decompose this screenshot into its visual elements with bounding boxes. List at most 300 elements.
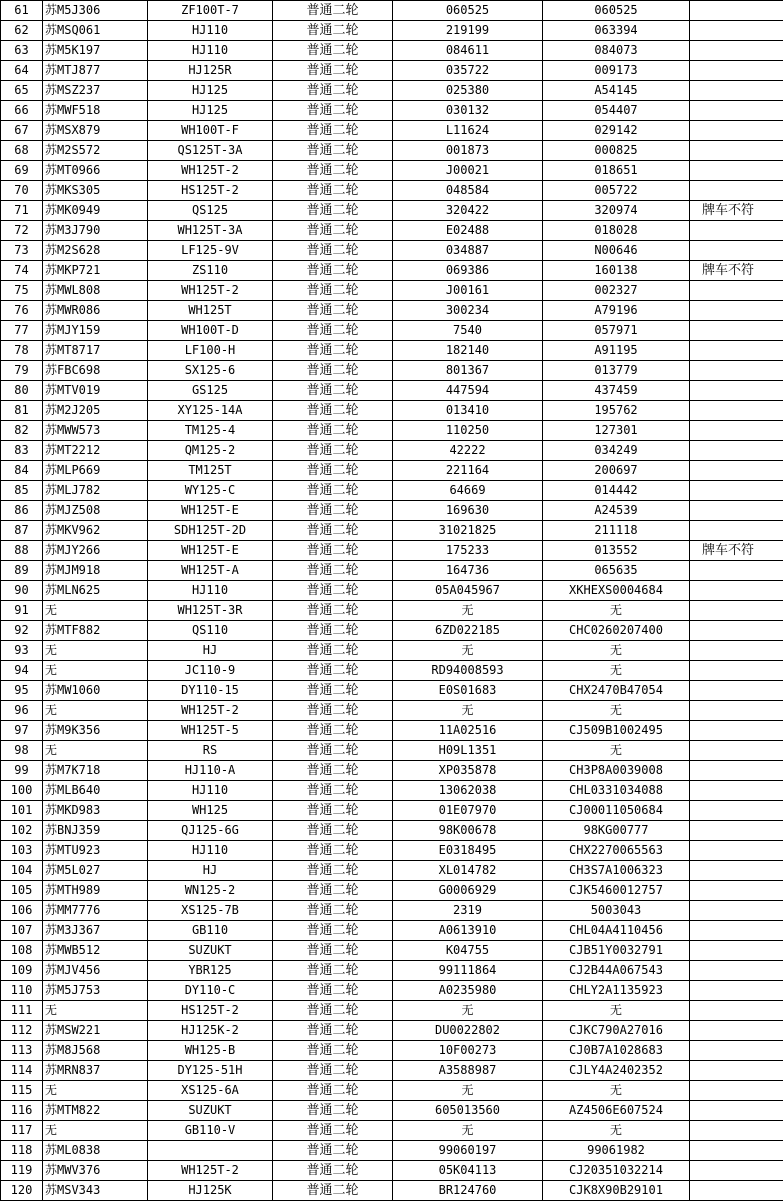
- engine-number-cell: 320422: [393, 201, 543, 221]
- table-row: [1, 161, 783, 181]
- frame-number-cell: 002327: [543, 281, 690, 301]
- engine-number-cell: G0006929: [393, 881, 543, 901]
- vehicle-type-cell: 普通二轮: [273, 501, 393, 521]
- remark-cell: [690, 61, 783, 81]
- frame-number-cell: CHC0260207400: [543, 621, 690, 641]
- remark-cell: [690, 921, 783, 941]
- model-cell: HJ110: [148, 841, 273, 861]
- remark-cell: [690, 281, 783, 301]
- table-row: [1, 761, 783, 781]
- remark-cell: [690, 361, 783, 381]
- model-cell: HJ125R: [148, 61, 273, 81]
- table-row: [1, 1141, 783, 1161]
- table-row: [1, 601, 783, 621]
- table-row: [1, 941, 783, 961]
- frame-number-cell: 034249: [543, 441, 690, 461]
- remark-cell: [690, 761, 783, 781]
- vehicle-type-cell: 普通二轮: [273, 201, 393, 221]
- engine-number-cell: 060525: [393, 1, 543, 21]
- plate-cell: 苏M9K356: [43, 721, 148, 741]
- engine-number-cell: 110250: [393, 421, 543, 441]
- vehicle-type-cell: 普通二轮: [273, 401, 393, 421]
- engine-number-cell: 无: [393, 1081, 543, 1101]
- engine-number-cell: 01E07970: [393, 801, 543, 821]
- table-row: [1, 821, 783, 841]
- row-number-cell: 99: [1, 761, 43, 781]
- remark-cell: [690, 681, 783, 701]
- vehicle-type-cell: 普通二轮: [273, 261, 393, 281]
- vehicle-type-cell: 普通二轮: [273, 921, 393, 941]
- vehicle-type-cell: 普通二轮: [273, 821, 393, 841]
- plate-cell: 苏M2S572: [43, 141, 148, 161]
- plate-cell: 无: [43, 601, 148, 621]
- row-number-cell: 96: [1, 701, 43, 721]
- engine-number-cell: A0613910: [393, 921, 543, 941]
- model-cell: QM125-2: [148, 441, 273, 461]
- model-cell: HS125T-2: [148, 1001, 273, 1021]
- engine-number-cell: 13062038: [393, 781, 543, 801]
- model-cell: WN125-2: [148, 881, 273, 901]
- row-number-cell: 73: [1, 241, 43, 261]
- engine-number-cell: 001873: [393, 141, 543, 161]
- row-number-cell: 62: [1, 21, 43, 41]
- model-cell: HJ110: [148, 21, 273, 41]
- remark-cell: [690, 781, 783, 801]
- frame-number-cell: 98KG00777: [543, 821, 690, 841]
- remark-cell: [690, 461, 783, 481]
- remark-cell: [690, 801, 783, 821]
- table-row: [1, 1121, 783, 1141]
- row-number-cell: 104: [1, 861, 43, 881]
- table-row: [1, 1061, 783, 1081]
- plate-cell: 苏BNJ359: [43, 821, 148, 841]
- remark-cell: [690, 941, 783, 961]
- plate-cell: 苏MTJ877: [43, 61, 148, 81]
- vehicle-type-cell: 普通二轮: [273, 981, 393, 1001]
- remark-cell: [690, 1041, 783, 1061]
- table-row: [1, 361, 783, 381]
- engine-number-cell: J00161: [393, 281, 543, 301]
- row-number-cell: 88: [1, 541, 43, 561]
- row-number-cell: 76: [1, 301, 43, 321]
- model-cell: WH125: [148, 801, 273, 821]
- engine-number-cell: A3588987: [393, 1061, 543, 1081]
- remark-cell: [690, 41, 783, 61]
- frame-number-cell: 057971: [543, 321, 690, 341]
- engine-number-cell: 98K00678: [393, 821, 543, 841]
- frame-number-cell: CJK5460012757: [543, 881, 690, 901]
- table-row: [1, 101, 783, 121]
- vehicle-type-cell: 普通二轮: [273, 561, 393, 581]
- table-row: [1, 781, 783, 801]
- plate-cell: 苏MT8717: [43, 341, 148, 361]
- vehicle-type-cell: 普通二轮: [273, 1001, 393, 1021]
- plate-cell: 苏MWR086: [43, 301, 148, 321]
- vehicle-type-cell: 普通二轮: [273, 661, 393, 681]
- table-row: [1, 141, 783, 161]
- frame-number-cell: CHLY2A1135923: [543, 981, 690, 1001]
- model-cell: XS125-7B: [148, 901, 273, 921]
- vehicle-type-cell: 普通二轮: [273, 61, 393, 81]
- frame-number-cell: 009173: [543, 61, 690, 81]
- frame-number-cell: CHL04A4110456: [543, 921, 690, 941]
- table-row: [1, 641, 783, 661]
- remark-cell: [690, 661, 783, 681]
- frame-number-cell: N00646: [543, 241, 690, 261]
- model-cell: XY125-14A: [148, 401, 273, 421]
- table-row: [1, 81, 783, 101]
- engine-number-cell: A0235980: [393, 981, 543, 1001]
- frame-number-cell: XKHEXS0004684: [543, 581, 690, 601]
- row-number-cell: 100: [1, 781, 43, 801]
- plate-cell: 苏MWF518: [43, 101, 148, 121]
- table-row: [1, 261, 783, 281]
- table-row: [1, 701, 783, 721]
- engine-number-cell: 无: [393, 1001, 543, 1021]
- table-row: [1, 241, 783, 261]
- frame-number-cell: 无: [543, 1081, 690, 1101]
- plate-cell: 苏MTV019: [43, 381, 148, 401]
- engine-number-cell: 025380: [393, 81, 543, 101]
- plate-cell: 无: [43, 701, 148, 721]
- engine-number-cell: E0S01683: [393, 681, 543, 701]
- model-cell: WY125-C: [148, 481, 273, 501]
- table-row: [1, 281, 783, 301]
- engine-number-cell: BR124760: [393, 1181, 543, 1201]
- engine-number-cell: 2319: [393, 901, 543, 921]
- row-number-cell: 85: [1, 481, 43, 501]
- table-row: [1, 661, 783, 681]
- plate-cell: 苏MTM822: [43, 1101, 148, 1121]
- frame-number-cell: CH3S7A1006323: [543, 861, 690, 881]
- remark-cell: [690, 521, 783, 541]
- vehicle-type-cell: 普通二轮: [273, 381, 393, 401]
- remark-cell: [690, 821, 783, 841]
- plate-cell: 无: [43, 1081, 148, 1101]
- frame-number-cell: CHL0331034088: [543, 781, 690, 801]
- table-row: [1, 201, 783, 221]
- remark-cell: [690, 1, 783, 21]
- model-cell: QS110: [148, 621, 273, 641]
- plate-cell: 苏MW1060: [43, 681, 148, 701]
- plate-cell: 苏MLN625: [43, 581, 148, 601]
- plate-cell: 苏MWW573: [43, 421, 148, 441]
- remark-cell: [690, 1101, 783, 1121]
- model-cell: XS125-6A: [148, 1081, 273, 1101]
- plate-cell: 苏M5L027: [43, 861, 148, 881]
- table-row: [1, 561, 783, 581]
- row-number-cell: 110: [1, 981, 43, 1001]
- model-cell: WH100T-F: [148, 121, 273, 141]
- row-number-cell: 118: [1, 1141, 43, 1161]
- row-number-cell: 64: [1, 61, 43, 81]
- engine-number-cell: 无: [393, 1121, 543, 1141]
- model-cell: WH125T-2: [148, 701, 273, 721]
- row-number-cell: 77: [1, 321, 43, 341]
- engine-number-cell: 99060197: [393, 1141, 543, 1161]
- plate-cell: 苏MLB640: [43, 781, 148, 801]
- vehicle-type-cell: 普通二轮: [273, 961, 393, 981]
- engine-number-cell: 175233: [393, 541, 543, 561]
- row-number-cell: 101: [1, 801, 43, 821]
- row-number-cell: 87: [1, 521, 43, 541]
- remark-cell: [690, 421, 783, 441]
- engine-number-cell: 64669: [393, 481, 543, 501]
- model-cell: DY110-C: [148, 981, 273, 1001]
- model-cell: ZS110: [148, 261, 273, 281]
- model-cell: WH125T-3R: [148, 601, 273, 621]
- model-cell: TM125T: [148, 461, 273, 481]
- row-number-cell: 111: [1, 1001, 43, 1021]
- model-cell: JC110-9: [148, 661, 273, 681]
- model-cell: GB110: [148, 921, 273, 941]
- vehicle-type-cell: 普通二轮: [273, 161, 393, 181]
- remark-cell: [690, 721, 783, 741]
- remark-cell: [690, 401, 783, 421]
- model-cell: QS125T-3A: [148, 141, 273, 161]
- frame-number-cell: 013779: [543, 361, 690, 381]
- frame-number-cell: AZ4506E607524: [543, 1101, 690, 1121]
- remark-cell: [690, 81, 783, 101]
- plate-cell: 苏MRN837: [43, 1061, 148, 1081]
- row-number-cell: 113: [1, 1041, 43, 1061]
- model-cell: SDH125T-2D: [148, 521, 273, 541]
- engine-number-cell: 069386: [393, 261, 543, 281]
- remark-cell: [690, 161, 783, 181]
- table-row: [1, 521, 783, 541]
- frame-number-cell: CJ0B7A1028683: [543, 1041, 690, 1061]
- vehicle-type-cell: 普通二轮: [273, 81, 393, 101]
- plate-cell: 苏MJY266: [43, 541, 148, 561]
- row-number-cell: 91: [1, 601, 43, 621]
- frame-number-cell: 127301: [543, 421, 690, 441]
- engine-number-cell: 182140: [393, 341, 543, 361]
- vehicle-type-cell: 普通二轮: [273, 1021, 393, 1041]
- engine-number-cell: L11624: [393, 121, 543, 141]
- vehicle-type-cell: 普通二轮: [273, 601, 393, 621]
- row-number-cell: 93: [1, 641, 43, 661]
- engine-number-cell: 013410: [393, 401, 543, 421]
- frame-number-cell: 无: [543, 741, 690, 761]
- plate-cell: 苏MK0949: [43, 201, 148, 221]
- frame-number-cell: CJ2B44A067543: [543, 961, 690, 981]
- model-cell: WH125T-E: [148, 541, 273, 561]
- vehicle-type-cell: 普通二轮: [273, 881, 393, 901]
- row-number-cell: 65: [1, 81, 43, 101]
- vehicle-type-cell: 普通二轮: [273, 441, 393, 461]
- vehicle-type-cell: 普通二轮: [273, 681, 393, 701]
- plate-cell: 苏MJZ508: [43, 501, 148, 521]
- frame-number-cell: CHX2270065563: [543, 841, 690, 861]
- engine-number-cell: 10F00273: [393, 1041, 543, 1061]
- table-row: [1, 21, 783, 41]
- vehicle-type-cell: 普通二轮: [273, 181, 393, 201]
- plate-cell: 苏MT0966: [43, 161, 148, 181]
- vehicle-type-cell: 普通二轮: [273, 841, 393, 861]
- frame-number-cell: 无: [543, 601, 690, 621]
- row-number-cell: 81: [1, 401, 43, 421]
- table-row: [1, 1161, 783, 1181]
- table-row: [1, 121, 783, 141]
- engine-number-cell: J00021: [393, 161, 543, 181]
- table-row: [1, 481, 783, 501]
- row-number-cell: 94: [1, 661, 43, 681]
- vehicle-type-cell: 普通二轮: [273, 241, 393, 261]
- plate-cell: 无: [43, 661, 148, 681]
- table-row: [1, 921, 783, 941]
- plate-cell: 苏M8J568: [43, 1041, 148, 1061]
- engine-number-cell: 7540: [393, 321, 543, 341]
- table-row: [1, 421, 783, 441]
- remark-cell: [690, 101, 783, 121]
- engine-number-cell: 164736: [393, 561, 543, 581]
- row-number-cell: 83: [1, 441, 43, 461]
- table-row: [1, 221, 783, 241]
- plate-cell: 苏MKP721: [43, 261, 148, 281]
- plate-cell: 苏MSQ061: [43, 21, 148, 41]
- vehicle-type-cell: 普通二轮: [273, 461, 393, 481]
- row-number-cell: 116: [1, 1101, 43, 1121]
- vehicle-type-cell: 普通二轮: [273, 1, 393, 21]
- plate-cell: 苏MLJ782: [43, 481, 148, 501]
- model-cell: WH125T-E: [148, 501, 273, 521]
- plate-cell: 苏M5J306: [43, 1, 148, 21]
- row-number-cell: 109: [1, 961, 43, 981]
- row-number-cell: 108: [1, 941, 43, 961]
- frame-number-cell: 99061982: [543, 1141, 690, 1161]
- vehicle-type-cell: 普通二轮: [273, 1101, 393, 1121]
- remark-cell: [690, 481, 783, 501]
- table-row: [1, 981, 783, 1001]
- remark-cell: [690, 1001, 783, 1021]
- table-row: [1, 861, 783, 881]
- row-number-cell: 119: [1, 1161, 43, 1181]
- frame-number-cell: 无: [543, 661, 690, 681]
- frame-number-cell: CJKC790A27016: [543, 1021, 690, 1041]
- vehicle-type-cell: 普通二轮: [273, 321, 393, 341]
- model-cell: WH100T-D: [148, 321, 273, 341]
- table-row: [1, 181, 783, 201]
- vehicle-type-cell: 普通二轮: [273, 1141, 393, 1161]
- vehicle-type-cell: 普通二轮: [273, 721, 393, 741]
- remark-cell: [690, 961, 783, 981]
- remark-cell: [690, 1141, 783, 1161]
- plate-cell: 苏M5J753: [43, 981, 148, 1001]
- remark-cell: [690, 561, 783, 581]
- row-number-cell: 95: [1, 681, 43, 701]
- remark-cell: [690, 741, 783, 761]
- plate-cell: 苏M7K718: [43, 761, 148, 781]
- engine-number-cell: 300234: [393, 301, 543, 321]
- remark-cell: [690, 321, 783, 341]
- engine-number-cell: 31021825: [393, 521, 543, 541]
- plate-cell: 苏M2S628: [43, 241, 148, 261]
- vehicle-type-cell: 普通二轮: [273, 1081, 393, 1101]
- plate-cell: 苏M3J790: [43, 221, 148, 241]
- plate-cell: 苏MSW221: [43, 1021, 148, 1041]
- remark-cell: [690, 621, 783, 641]
- row-number-cell: 80: [1, 381, 43, 401]
- row-number-cell: 66: [1, 101, 43, 121]
- vehicle-type-cell: 普通二轮: [273, 941, 393, 961]
- row-number-cell: 120: [1, 1181, 43, 1201]
- table-row: [1, 1041, 783, 1061]
- plate-cell: 苏MSZ237: [43, 81, 148, 101]
- vehicle-type-cell: 普通二轮: [273, 541, 393, 561]
- model-cell: YBR125: [148, 961, 273, 981]
- vehicle-type-cell: 普通二轮: [273, 521, 393, 541]
- plate-cell: 无: [43, 641, 148, 661]
- remark-cell: [690, 441, 783, 461]
- table-row: [1, 901, 783, 921]
- table-row: [1, 1021, 783, 1041]
- engine-number-cell: XP035878: [393, 761, 543, 781]
- model-cell: WH125T: [148, 301, 273, 321]
- vehicle-type-cell: 普通二轮: [273, 701, 393, 721]
- model-cell: HJ: [148, 861, 273, 881]
- vehicle-type-cell: 普通二轮: [273, 361, 393, 381]
- vehicle-type-cell: 普通二轮: [273, 121, 393, 141]
- remark-cell: [690, 141, 783, 161]
- table-row: [1, 721, 783, 741]
- table-row: [1, 61, 783, 81]
- row-number-cell: 69: [1, 161, 43, 181]
- remark-cell: [690, 21, 783, 41]
- table-row: [1, 401, 783, 421]
- vehicle-type-cell: 普通二轮: [273, 41, 393, 61]
- engine-number-cell: 11A02516: [393, 721, 543, 741]
- engine-number-cell: 035722: [393, 61, 543, 81]
- frame-number-cell: 084073: [543, 41, 690, 61]
- frame-number-cell: CJB51Y0032791: [543, 941, 690, 961]
- remark-cell: [690, 641, 783, 661]
- table-row: [1, 501, 783, 521]
- model-cell: HJ110-A: [148, 761, 273, 781]
- model-cell: ZF100T-7: [148, 1, 273, 21]
- row-number-cell: 117: [1, 1121, 43, 1141]
- row-number-cell: 71: [1, 201, 43, 221]
- row-number-cell: 102: [1, 821, 43, 841]
- frame-number-cell: 014442: [543, 481, 690, 501]
- row-number-cell: 63: [1, 41, 43, 61]
- table-row: [1, 1081, 783, 1101]
- plate-cell: 无: [43, 741, 148, 761]
- model-cell: QS125: [148, 201, 273, 221]
- remark-cell: [690, 1021, 783, 1041]
- frame-number-cell: 029142: [543, 121, 690, 141]
- row-number-cell: 107: [1, 921, 43, 941]
- table-row: [1, 1101, 783, 1121]
- model-cell: WH125T-2: [148, 281, 273, 301]
- vehicle-type-cell: 普通二轮: [273, 781, 393, 801]
- row-number-cell: 82: [1, 421, 43, 441]
- row-number-cell: 74: [1, 261, 43, 281]
- engine-number-cell: 221164: [393, 461, 543, 481]
- plate-cell: 无: [43, 1121, 148, 1141]
- table-row: [1, 321, 783, 341]
- engine-number-cell: 219199: [393, 21, 543, 41]
- engine-number-cell: 801367: [393, 361, 543, 381]
- row-number-cell: 112: [1, 1021, 43, 1041]
- remark-cell: 牌车不符: [690, 261, 783, 281]
- frame-number-cell: 200697: [543, 461, 690, 481]
- vehicle-type-cell: 普通二轮: [273, 221, 393, 241]
- vehicle-type-cell: 普通二轮: [273, 341, 393, 361]
- model-cell: WH125T-2: [148, 1161, 273, 1181]
- frame-number-cell: CJ20351032214: [543, 1161, 690, 1181]
- table-row: [1, 541, 783, 561]
- model-cell: HJ125: [148, 101, 273, 121]
